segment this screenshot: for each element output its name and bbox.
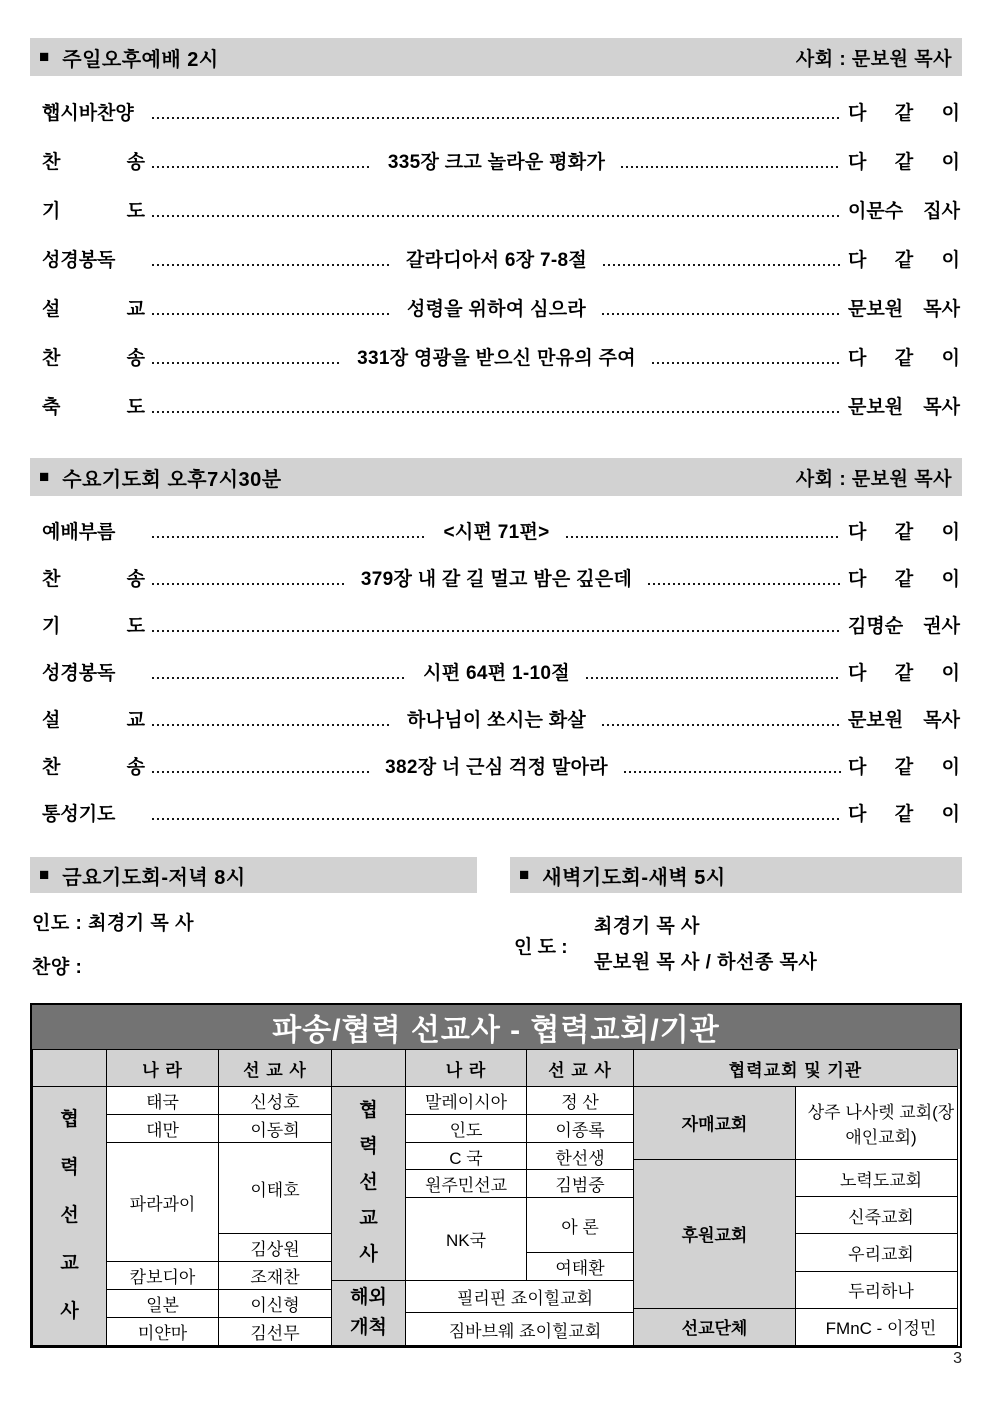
country-cell: 말레이시아: [406, 1087, 527, 1115]
service-item-performer: 다 같 이: [848, 757, 960, 778]
friday-praise-line: 찬양 :: [32, 957, 83, 978]
service-item-label: 설 교: [42, 710, 145, 731]
service-item-performer: 다 같 이: [848, 152, 961, 173]
service-row: [30, 136, 962, 185]
service-item-performer: 다 같 이: [848, 250, 960, 271]
section-sunday-afternoon: [30, 38, 962, 430]
section-title: 수요기도회 오후7시30분: [62, 468, 282, 491]
table-row: [634, 1159, 958, 1196]
partner-name-cell: 노력도교회: [796, 1159, 958, 1196]
country-cell: 태국: [107, 1087, 219, 1115]
missionary-cell: 김선무: [219, 1318, 332, 1346]
dotted-leader: [152, 215, 841, 217]
service-item-performer: 김명순 권사: [848, 616, 960, 637]
section-title: 새벽기도회-새벽 5시: [542, 866, 726, 889]
missionary-cell: 조재찬: [219, 1262, 332, 1290]
missions-table-body: [32, 1049, 960, 1346]
service-row: [30, 87, 962, 136]
service-row: [30, 234, 962, 283]
section-bullet-icon: ■: [39, 466, 50, 486]
missions-table: [30, 1003, 962, 1348]
dawn-leader-label: 인 도 :: [514, 936, 568, 958]
service-item-performer: 문보원 목사: [848, 710, 961, 731]
dotted-leader: [602, 313, 841, 315]
section-bullet-icon: ■: [519, 864, 530, 884]
dotted-leader: [152, 536, 427, 538]
section-bullet-icon: ■: [39, 46, 50, 66]
partner-name-cell: 우리교회: [796, 1234, 958, 1271]
dotted-leader: [152, 264, 390, 266]
partner-type-cell: 자매교회: [634, 1087, 796, 1160]
service-order-list: [30, 87, 962, 430]
dotted-leader: [152, 362, 341, 364]
country-cell: 캄보디아: [107, 1262, 219, 1290]
missions-left-group: [32, 1049, 332, 1346]
section-dawn-prayer: [510, 857, 962, 981]
section-wednesday-prayer: [30, 458, 962, 836]
dawn-leader-line2: 문보원 목 사 / 하선종 목사: [594, 952, 818, 973]
service-row: [30, 695, 962, 742]
table-row: [634, 1308, 958, 1345]
service-item-detail: 379장 내 갈 길 멀고 밤은 깊은데: [360, 569, 633, 590]
table-header-row: [332, 1050, 634, 1087]
pioneer-church-cell: 짐바브웨 죠이힐교회: [406, 1313, 634, 1346]
dotted-leader: [152, 818, 841, 820]
dotted-leader: [152, 724, 391, 726]
table-row: [332, 1280, 634, 1313]
group-label-cell: [332, 1087, 406, 1281]
missions-table-title: 파송/협력 선교사 - 협력교회/기관: [32, 1005, 960, 1049]
service-item-label: 찬 송: [42, 757, 145, 778]
country-cell: 미얀마: [107, 1318, 219, 1346]
dotted-leader: [603, 264, 841, 266]
dotted-leader: [621, 166, 841, 168]
service-item-performer: 문보원 목사: [848, 397, 960, 418]
dotted-leader: [586, 677, 841, 679]
dawn-leader-line1: 최경기 목 사: [594, 916, 700, 937]
service-item-label: 성경봉독: [42, 250, 116, 271]
service-item-performer: 다 같 이: [848, 522, 961, 543]
table-row: [634, 1087, 958, 1160]
dotted-leader: [624, 771, 841, 773]
service-item-detail: 331장 영광을 받으신 만유의 주여: [357, 348, 636, 369]
missionary-cell: 이동희: [219, 1114, 332, 1142]
dotted-leader: [152, 677, 407, 679]
dotted-leader: [152, 117, 841, 119]
section-header-bar: [30, 458, 962, 496]
missionary-cell: 이신형: [219, 1290, 332, 1318]
service-item-label: 예배부름: [42, 522, 116, 543]
table-row: [33, 1087, 332, 1115]
dotted-leader: [152, 411, 841, 413]
missionary-cell: 여태환: [527, 1252, 634, 1280]
dotted-leader: [152, 166, 372, 168]
country-cell: 원주민선교: [406, 1170, 527, 1198]
header-missionary: 선 교 사: [527, 1050, 634, 1087]
service-row: [30, 185, 962, 234]
missionary-cell: 김범중: [527, 1170, 634, 1198]
header-partner: 협력교회 및 기관: [634, 1050, 958, 1087]
missionary-cell: 아 론: [527, 1198, 634, 1253]
dotted-leader: [648, 583, 841, 585]
service-item-detail: 시편 64편 1-10절: [423, 663, 570, 684]
table-header-row: [33, 1050, 332, 1087]
partner-name-cell: FMnC - 이정민: [796, 1308, 958, 1345]
service-item-performer: 문보원 목사: [848, 299, 961, 320]
service-row: [30, 381, 962, 430]
page-number: 3: [953, 1350, 962, 1367]
dotted-leader: [566, 536, 841, 538]
table-header-row: [634, 1050, 958, 1087]
service-item-label: 기 도: [42, 616, 145, 637]
country-cell: C 국: [406, 1142, 527, 1170]
dawn-leaders: [510, 909, 962, 981]
service-item-performer: 다 같 이: [848, 103, 960, 124]
dotted-leader: [152, 583, 345, 585]
section-header-bar: [30, 38, 962, 76]
service-row: [30, 554, 962, 601]
section-mc: 사회 : 문보원 목사: [795, 48, 952, 70]
section-friday-prayer: [30, 857, 477, 979]
partner-name-cell: 두리하나: [796, 1271, 958, 1308]
header-empty-cell: [33, 1050, 107, 1087]
service-item-detail: 성령을 위하여 심으라: [406, 299, 587, 320]
service-row: [30, 648, 962, 695]
missions-middle-group: [331, 1049, 634, 1346]
group-label: 해외개척: [350, 1286, 387, 1338]
service-row: [30, 332, 962, 381]
missionary-cell: 이태호: [219, 1142, 332, 1233]
service-item-label: 기 도: [42, 201, 145, 222]
header-empty-cell: [332, 1050, 406, 1087]
service-row: [30, 789, 962, 836]
missionary-cell: 신성호: [219, 1087, 332, 1115]
section-header-bar: [510, 857, 962, 893]
partner-type-cell: 후원교회: [634, 1159, 796, 1308]
pioneer-church-cell: 필리핀 죠이힐교회: [406, 1280, 634, 1313]
service-item-detail: 335장 크고 놀라운 평화가: [387, 152, 606, 173]
service-item-detail: 382장 너 근심 걱정 말아라: [385, 757, 608, 778]
service-item-label: 찬 송: [42, 152, 145, 173]
section-header-bar: [30, 857, 477, 893]
partner-name-cell: 신죽교회: [796, 1197, 958, 1234]
dotted-leader: [652, 362, 841, 364]
service-item-label: 성경봉독: [42, 663, 116, 684]
country-cell: 파라과이: [107, 1142, 219, 1261]
service-item-label: 축 도: [42, 397, 145, 418]
service-item-performer: 다 같 이: [848, 663, 960, 684]
dotted-leader: [152, 313, 391, 315]
service-item-label: 찬 송: [42, 348, 145, 369]
missionary-cell: 정 산: [527, 1087, 634, 1115]
missionary-cell: 이종록: [527, 1114, 634, 1142]
service-item-label: 햅시바찬양: [42, 103, 134, 124]
service-row: [30, 283, 962, 332]
dotted-leader: [152, 630, 841, 632]
service-item-label: 설 교: [42, 299, 145, 320]
section-title: 주일오후예배 2시: [62, 48, 219, 71]
country-cell: 대만: [107, 1114, 219, 1142]
service-item-performer: 다 같 이: [848, 348, 961, 369]
table-row: [332, 1087, 634, 1115]
country-cell: 인도: [406, 1114, 527, 1142]
section-title: 금요기도회-저녁 8시: [62, 866, 246, 889]
country-cell: 일본: [107, 1290, 219, 1318]
service-item-detail: 갈라디아서 6장 7-8절: [406, 250, 587, 271]
service-item-label: 찬 송: [42, 569, 145, 590]
service-item-detail: <시편 71편>: [443, 522, 550, 543]
group-label: 협력선교사: [359, 1100, 378, 1266]
partner-type-cell: 선교단체: [634, 1308, 796, 1345]
service-row: [30, 507, 962, 554]
missionary-cell: 김상원: [219, 1234, 332, 1262]
group-label-cell: [332, 1280, 406, 1345]
service-item-performer: 다 같 이: [848, 569, 960, 590]
missions-partner-group: [633, 1049, 958, 1346]
friday-leader-line: 인도 : 최경기 목 사: [32, 913, 194, 934]
dotted-leader: [602, 724, 841, 726]
service-row: [30, 601, 962, 648]
service-item-detail: 하나님이 쏘시는 화살: [406, 710, 587, 731]
section-mc: 사회 : 문보원 목사: [795, 468, 952, 490]
section-bullet-icon: ■: [39, 864, 50, 884]
dotted-leader: [152, 771, 369, 773]
missionary-cell: 한선생: [527, 1142, 634, 1170]
country-cell: NK국: [406, 1198, 527, 1280]
group-label: 협력선교사: [60, 1109, 79, 1322]
header-country: 나 라: [107, 1050, 219, 1087]
service-row: [30, 742, 962, 789]
partner-name-cell: 상주 나사렛 교회(장애인교회): [796, 1087, 958, 1160]
header-country: 나 라: [406, 1050, 527, 1087]
service-item-performer: 다 같 이: [848, 804, 960, 825]
service-item-performer: 이문수 집사: [848, 201, 960, 222]
service-item-label: 통성기도: [42, 804, 116, 825]
service-order-list: [30, 507, 962, 836]
dawn-leader-names: [592, 909, 817, 981]
header-missionary: 선 교 사: [219, 1050, 332, 1087]
group-label-cell: [33, 1087, 107, 1346]
